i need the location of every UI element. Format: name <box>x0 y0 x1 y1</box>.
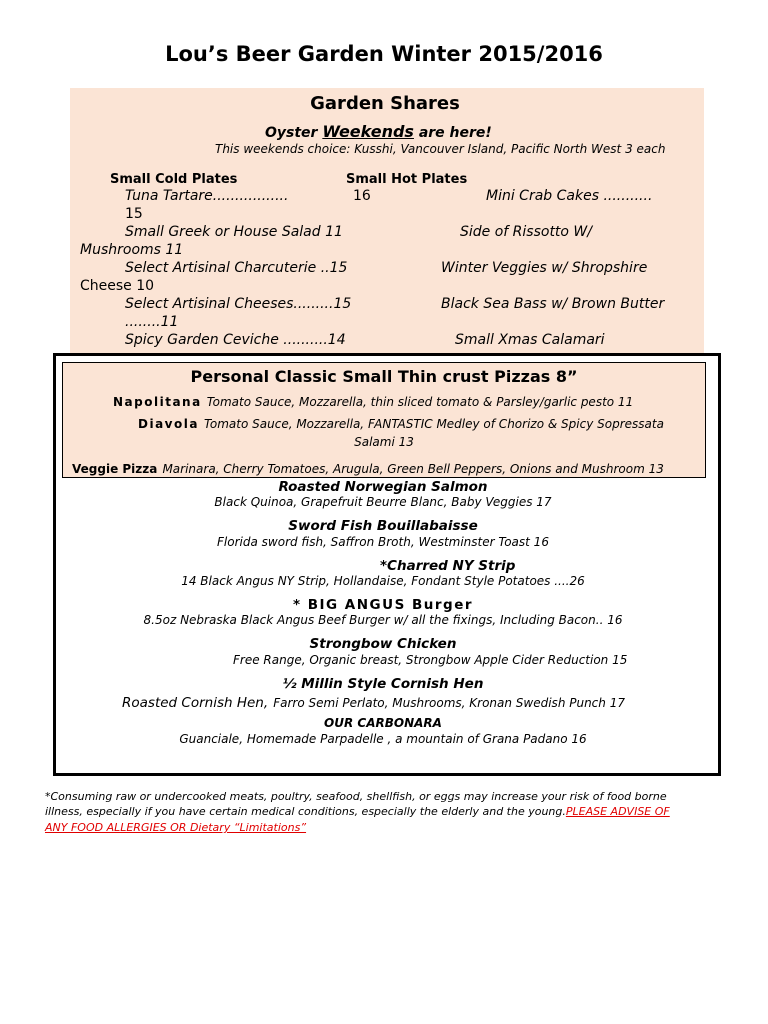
pizza-desc: Tomato Sauce, Mozzarella, thin sliced tomato & Parsley/garlic pesto 11 <box>206 395 634 409</box>
menu-line: Winter Veggies w/ Shropshire <box>441 260 648 276</box>
menu-line: 15 <box>125 206 143 222</box>
disclaimer-line: *Consuming raw or undercooked meats, poultry, seafood, shellfish, or eggs may increase your risk of food borne <box>45 790 667 803</box>
page-title: Lou’s Beer Garden Winter 2015/2016 <box>165 42 603 66</box>
entree-name: *Charred NY Strip <box>380 558 516 574</box>
menu-line: Select Artisinal Cheeses.........15 <box>125 296 352 312</box>
cold-plates-heading: Small Cold Plates <box>110 172 238 187</box>
entree-desc: 8.5oz Nebraska Black Angus Beef Burger w/ all the fixings, Including Bacon.. 16 <box>143 613 623 627</box>
entree-name: Strongbow Chicken <box>309 636 457 652</box>
pizza-heading: Personal Classic Small Thin crust Pizzas 8” <box>190 367 578 386</box>
entree-desc-lead: Roasted Cornish Hen, <box>122 695 269 711</box>
pizza-section <box>62 362 706 478</box>
entree-desc: Free Range, Organic breast, Strongbow Apple Cider Reduction 15 <box>233 653 628 667</box>
entree-desc: Florida sword fish, Saffron Broth, Westminster Toast 16 <box>217 535 549 549</box>
menu-line: Black Sea Bass w/ Brown Butter <box>441 296 665 312</box>
oyster-prefix: Oyster <box>265 125 318 141</box>
entree-desc: Black Quinoa, Grapefruit Beurre Blanc, Baby Veggies 17 <box>214 495 552 509</box>
pizza-desc: Salami 13 <box>354 435 414 449</box>
entree-name: Sword Fish Bouillabaisse <box>288 518 478 534</box>
pizza-item <box>138 413 664 432</box>
disclaimer-text: illness, especially if you have certain medical conditions, especially the elderly and the young. <box>45 805 566 818</box>
menu-line: Small Xmas Calamari <box>455 332 605 348</box>
pizza-name: Veggie Pizza <box>72 462 158 476</box>
disclaimer-line <box>45 805 670 818</box>
menu-line: Small Greek or House Salad 11 <box>125 224 343 240</box>
entree-name: OUR CARBONARA <box>324 716 442 730</box>
menu-line: 16 <box>353 188 371 204</box>
entree-name: ½ Millin Style Cornish Hen <box>282 676 484 692</box>
oyster-suffix: are here! <box>418 125 492 141</box>
pizza-desc: Marinara, Cherry Tomatoes, Arugula, Green Bell Peppers, Onions and Mushroom 13 <box>162 462 664 476</box>
pizza-item <box>72 458 664 477</box>
oyster-weekends: Weekends <box>322 122 414 141</box>
menu-line: ........11 <box>125 314 179 330</box>
menu-line: Cheese 10 <box>80 278 155 294</box>
oyster-line <box>265 122 492 141</box>
menu-line: Mini Crab Cakes ........... <box>486 188 653 204</box>
allergy-notice: ANY FOOD ALLERGIES OR Dietary “Limitations” <box>45 821 307 834</box>
entree-name: Roasted Norwegian Salmon <box>278 479 488 495</box>
hot-plates-heading: Small Hot Plates <box>346 172 468 187</box>
allergy-notice: PLEASE ADVISE OF <box>565 805 670 818</box>
entree-desc-rest: Farro Semi Perlato, Mushrooms, Kronan Swedish Punch 17 <box>273 696 625 710</box>
entree-desc: Guanciale, Homemade Parpadelle , a mountain of Grana Padano 16 <box>179 732 587 746</box>
pizza-name: Diavola <box>138 417 199 431</box>
menu-line: Side of Rissotto W/ <box>460 224 592 240</box>
menu-line: Select Artisinal Charcuterie ..15 <box>125 260 348 276</box>
menu-line: Tuna Tartare................. <box>125 188 289 204</box>
garden-shares-section <box>70 88 704 356</box>
pizza-desc: Tomato Sauce, Mozzarella, FANTASTIC Medley of Chorizo & Spicy Sopressata <box>204 417 664 431</box>
pizza-item <box>113 391 633 410</box>
menu-line: Mushrooms 11 <box>80 242 184 258</box>
entree-name: * BIG ANGUS Burger <box>292 597 474 613</box>
entree-desc <box>122 692 625 711</box>
menu-line: Spicy Garden Ceviche ..........14 <box>125 332 346 348</box>
entree-desc: 14 Black Angus NY Strip, Hollandaise, Fondant Style Potatoes ....26 <box>181 574 585 588</box>
oyster-choice: This weekends choice: Kusshi, Vancouver Island, Pacific North West 3 each <box>215 142 666 156</box>
pizza-name: Napolitana <box>113 395 202 409</box>
garden-shares-heading: Garden Shares <box>310 93 460 114</box>
